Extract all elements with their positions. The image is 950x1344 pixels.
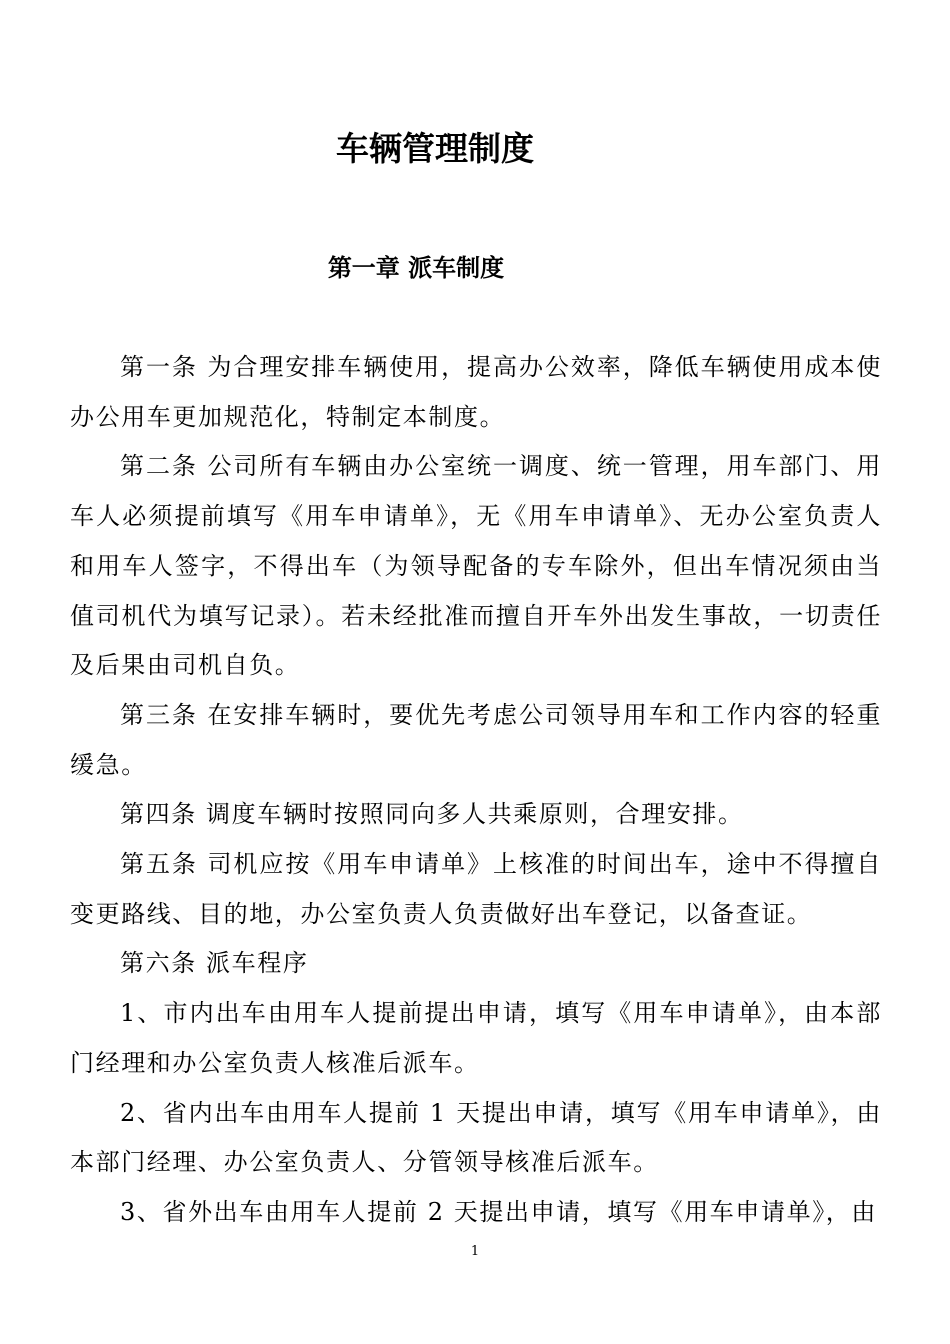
article-1-paragraph: 第一条 为合理安排车辆使用，提高办公效率，降低车辆使用成本使办公用车更加规范化，特制定本制度。 [70,353,882,431]
chapter-heading: 第一章 派车制度 [327,254,505,282]
article-6-paragraph: 第六条 派车程序 [120,949,309,978]
procedure-item-1: 1、市内出车由用车人提前提出申请，填写《用车申请单》，由本部门经理和办公室负责人核准后派车。 [70,999,882,1077]
document-title: 车辆管理制度 [336,129,534,168]
article-4-paragraph: 第四条 调度车辆时按照同向多人共乘原则，合理安排。 [120,800,744,829]
document-body [70,343,882,1238]
article-3-paragraph: 第三条 在安排车辆时，要优先考虑公司领导用车和工作内容的轻重缓急。 [70,700,882,779]
procedure-item-3: 3、省外出车由用车人提前 2 天提出申请，填写《用车申请单》，由 [120,1197,877,1226]
procedure-item-2: 2、省内出车由用车人提前 1 天提出申请，填写《用车申请单》，由本部门经理、办公室负责人、分管领导核准后派车。 [70,1098,882,1177]
article-5-paragraph: 第五条 司机应按《用车申请单》上核准的时间出车，途中不得擅自变更路线、目的地，办公室负责人负责做好出车登记，以备查证。 [70,850,882,928]
page-number: 1 [470,1244,480,1259]
article-2-paragraph: 第二条 公司所有车辆由办公室统一调度、统一管理，用车部门、用车人必须提前填写《用车申请单》，无《用车申请单》、无办公室负责人和用车人签字，不得出车（为领导配备的专车除外，但出车情况须由当值司机代为填写记录）。若未经批准而擅自开车外出发生事故，一切责任及后果由司机自负。 [70,452,882,680]
